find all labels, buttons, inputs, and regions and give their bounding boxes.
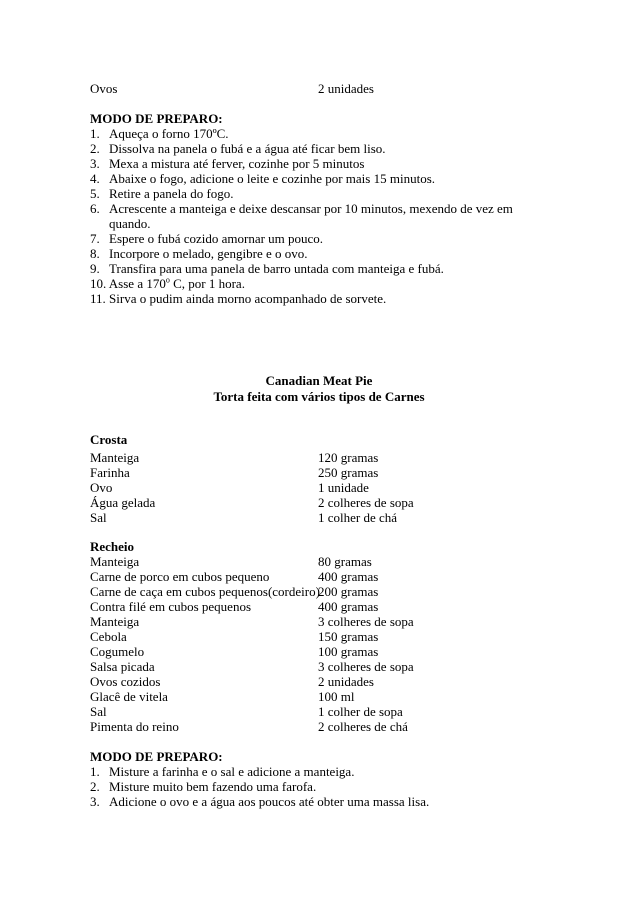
section-heading: MODO DE PREPARO:	[90, 749, 223, 764]
step-text: Asse a 170	[108, 276, 166, 291]
ingredient-qty: 1 unidade	[318, 480, 369, 495]
step-number: 5.	[90, 186, 100, 201]
step-item	[90, 171, 435, 186]
step-continuation: quando.	[109, 216, 151, 231]
step-text: Incorpore o melado, gengibre e o ovo.	[109, 246, 308, 261]
ingredient-name: Água gelada	[90, 495, 156, 510]
step-text: Mexa a mistura até ferver, cozinhe por 5 minutos	[109, 156, 365, 171]
step-text: Retire a panela do fogo.	[109, 186, 234, 201]
ingredient-qty: 2 unidades	[318, 674, 374, 689]
ingredient-name: Ovos	[90, 81, 118, 96]
section-heading: MODO DE PREPARO:	[90, 111, 223, 126]
step-item	[90, 186, 234, 201]
step-text: Adicione o ovo e a água aos poucos até obter uma massa lisa.	[109, 794, 430, 809]
step-number: 10.	[90, 276, 107, 291]
step-number: 2.	[90, 141, 100, 156]
step-text-after: C, por 1 hora.	[169, 276, 245, 291]
ingredient-name: Carne de caça em cubos pequenos(cordeiro)	[90, 584, 320, 599]
crosta-heading: Crosta	[90, 432, 128, 447]
step-number: 2.	[90, 779, 100, 794]
step-text: Acrescente a manteiga e deixe descansar por 10 minutos, mexendo de vez em	[109, 201, 513, 216]
step-text: Sirva o pudim ainda morno acompanhado de sorvete.	[109, 291, 387, 306]
step-item	[90, 246, 308, 261]
ingredient-name: Ovo	[90, 480, 113, 495]
ingredient-qty: 100 ml	[318, 689, 355, 704]
step-number: 8.	[90, 246, 100, 261]
ingredient-name: Cogumelo	[90, 644, 145, 659]
ingredient-name: Ovos cozidos	[90, 674, 161, 689]
ingredient-name: Pimenta do reino	[90, 719, 179, 734]
step-item	[90, 201, 513, 216]
step-number: 9.	[90, 261, 100, 276]
ingredient-name: Cebola	[90, 629, 127, 644]
ingredient-name: Manteiga	[90, 450, 140, 465]
ingredient-qty: 150 gramas	[318, 629, 379, 644]
ingredient-name: Sal	[90, 704, 107, 719]
ingredient-qty: 2 colheres de chá	[318, 719, 408, 734]
step-number: 7.	[90, 231, 100, 246]
ingredient-name: Farinha	[90, 465, 130, 480]
degree-superscript: o	[165, 275, 170, 285]
ingredient-qty: 120 gramas	[318, 450, 379, 465]
step-number: 3.	[90, 156, 100, 171]
step-number: 11.	[90, 291, 106, 306]
step-item	[90, 276, 245, 291]
ingredient-qty: 80 gramas	[318, 554, 372, 569]
ingredient-qty: 200 gramas	[318, 584, 379, 599]
step-number: 4.	[90, 171, 100, 186]
step-item	[90, 156, 364, 171]
ingredient-name: Manteiga	[90, 614, 140, 629]
recipe-title: Canadian Meat Pie	[265, 373, 373, 388]
step-item	[90, 126, 229, 141]
ingredient-qty: 2 colheres de sopa	[318, 495, 414, 510]
step-number: 1.	[90, 764, 100, 779]
ingredient-name: Sal	[90, 510, 107, 525]
ingredient-qty: 3 colheres de sopa	[318, 614, 414, 629]
ingredient-name: Manteiga	[90, 554, 140, 569]
step-item	[90, 141, 386, 156]
step-item	[90, 291, 386, 306]
ingredient-qty: 1 colher de sopa	[318, 704, 403, 719]
step-number: 3.	[90, 794, 100, 809]
recipe-subtitle: Torta feita com vários tipos de Carnes	[213, 389, 425, 404]
ingredient-qty: 400 gramas	[318, 599, 379, 614]
ingredient-name: Salsa picada	[90, 659, 155, 674]
step-text: Transfira para uma panela de barro untada com manteiga e fubá.	[109, 261, 444, 276]
step-text: Dissolva na panela o fubá e a água até ficar bem liso.	[109, 141, 386, 156]
step-text: Aqueça o forno 170ºC.	[109, 126, 229, 141]
step-text: Misture muito bem fazendo uma farofa.	[109, 779, 317, 794]
step-item	[90, 764, 354, 779]
ingredient-name: Glacê de vitela	[90, 689, 168, 704]
step-text: Misture a farinha e o sal e adicione a manteiga.	[109, 764, 355, 779]
ingredient-qty: 2 unidades	[318, 81, 374, 96]
step-item	[90, 261, 444, 276]
ingredient-qty: 1 colher de chá	[318, 510, 398, 525]
ingredient-name: Contra filé em cubos pequenos	[90, 599, 252, 614]
recheio-heading: Recheio	[90, 539, 135, 554]
step-number: 6.	[90, 201, 100, 216]
step-text: Abaixe o fogo, adicione o leite e cozinhe por mais 15 minutos.	[109, 171, 435, 186]
step-item	[90, 231, 323, 246]
step-item	[90, 779, 316, 794]
step-number: 1.	[90, 126, 100, 141]
step-item	[90, 794, 429, 809]
ingredient-qty: 250 gramas	[318, 465, 379, 480]
ingredient-qty: 3 colheres de sopa	[318, 659, 414, 674]
ingredient-qty: 400 gramas	[318, 569, 379, 584]
ingredient-name: Carne de porco em cubos pequeno	[90, 569, 270, 584]
ingredient-qty: 100 gramas	[318, 644, 379, 659]
step-text: Espere o fubá cozido amornar um pouco.	[109, 231, 324, 246]
